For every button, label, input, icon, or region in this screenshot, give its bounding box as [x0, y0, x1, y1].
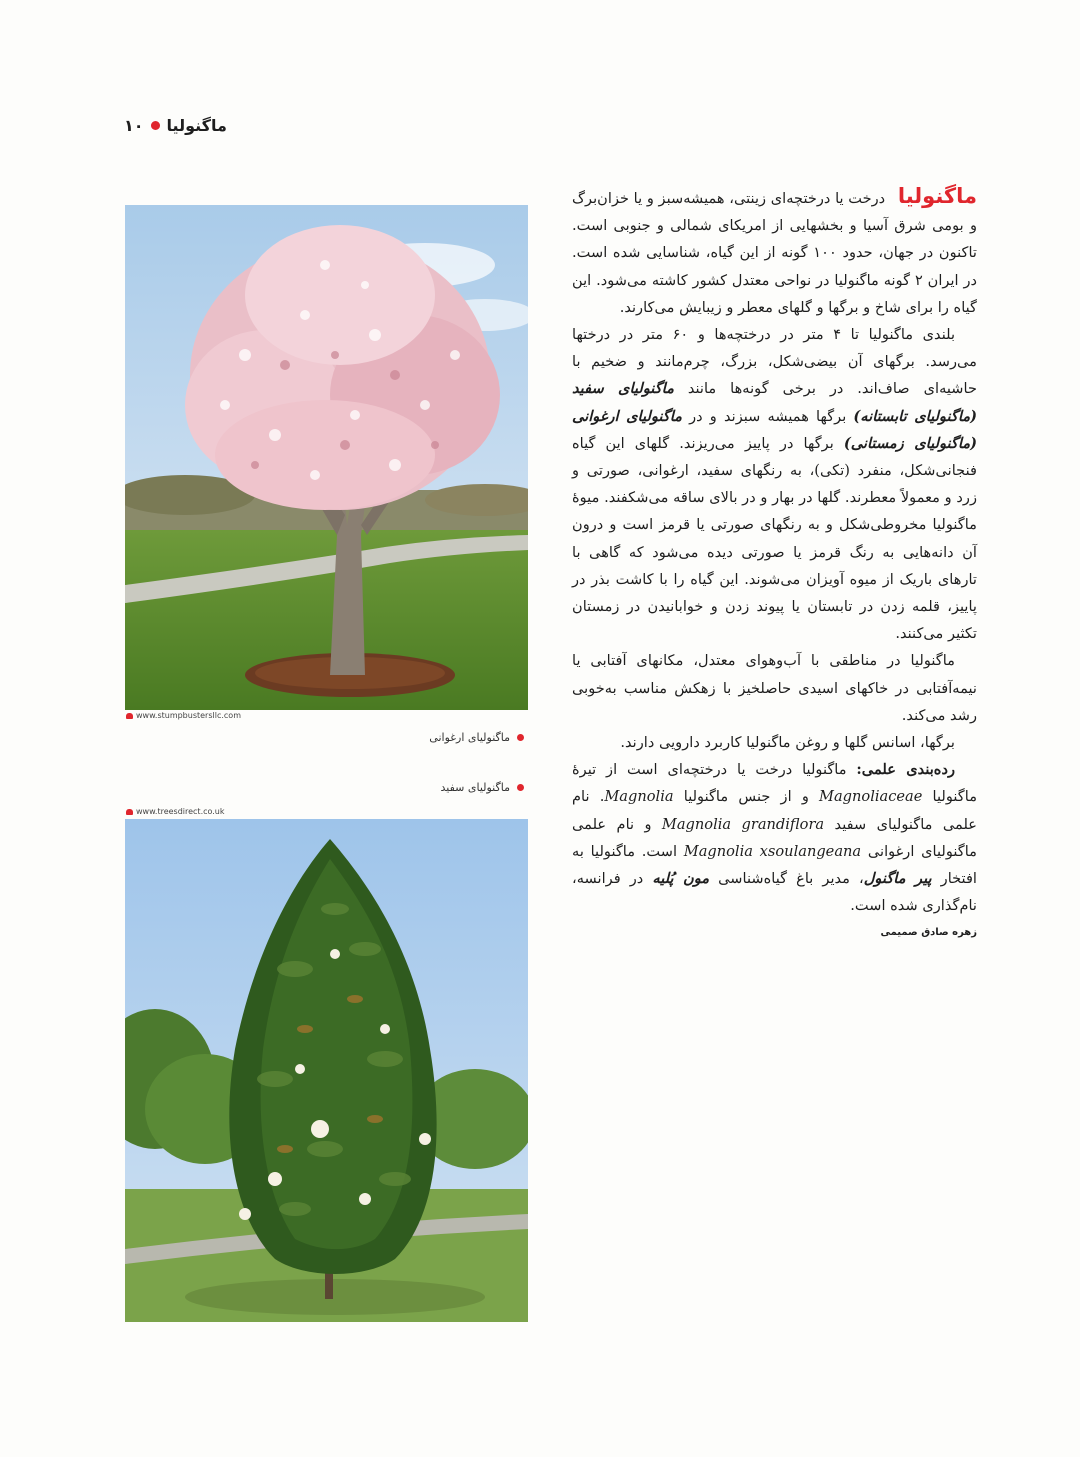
article-author: زهره صادق صمیمی [880, 927, 977, 939]
caption-dot-icon [517, 734, 524, 741]
article-classification [572, 756, 977, 919]
keyword-pierre-magnol: پیر ماگنول [863, 870, 932, 888]
intro-text: درخت یا درختچه‌ای زینتی، همیشه‌سبز و یا خزان‌برگ و بومی شرق آسیا و بخشهایی از امریکای شمالی و جنوبی است. تاکنون در جهان، حدود ۱۰۰ گونه از این گیاه، شناسایی شده است. در ایران ۲ گونه ماگنولیا در نواحی معتدل کشور کاشته می‌شود. این گیاه را برای شاخ و برگها و گلهای معطر و زیبایش می‌کارند. [572, 190, 977, 316]
southern-magnolia-illustration [125, 819, 528, 1322]
photo-saucer-magnolia [125, 205, 528, 710]
sci-name-family: Magnoliaceae [819, 788, 923, 806]
keyword-montpellier: مون پُلیه [652, 870, 710, 888]
article-uses: برگها، اسانس گلها و روغن ماگنولیا کاربرد دارویی دارند. [620, 734, 955, 752]
keyword-winter-magnolia: (ماگنولیای زمستانی) [843, 434, 977, 452]
saucer-magnolia-illustration [125, 205, 528, 710]
article-body [572, 183, 977, 947]
keyword-white-magnolia: ماگنولیای سفید [572, 380, 674, 398]
credit-icon [126, 809, 133, 815]
keyword-summer-magnolia: (ماگنولیای تابستانه) [853, 407, 977, 425]
header-dot-icon [151, 121, 160, 130]
desc-part-a: بلندی ماگنولیا تا ۴ متر در درختچه‌ها و ۶۰ متر در درختها می‌رسد. برگهای آن بیضی‌شکل، بزرگ، چرم‌مانند و ضخیم با حاشیه‌ای صاف‌اند. در برخی گونه‌ها مانند [572, 326, 977, 398]
sci-name-purple: Magnolia xsoulangeana [683, 842, 862, 860]
page-header [124, 116, 227, 135]
caption-bottom-text: ماگنولیای سفید [440, 781, 510, 794]
credit-icon [126, 713, 133, 719]
page-title: ماگنولیا [166, 116, 227, 135]
sci-name-white: Magnolia grandiflora [661, 815, 825, 833]
caption-dot-icon [517, 784, 524, 791]
sci-name-genus: Magnolia [604, 788, 674, 806]
article-description [572, 321, 977, 647]
class-part-e: است. ماگنولیا به افتخار [572, 842, 977, 888]
photo-credit-bottom [126, 807, 225, 816]
keyword-purple-magnolia: ماگنولیای ارغوانی [572, 407, 682, 425]
photo-credit-top-text: www.stumpbustersllc.com [136, 711, 241, 720]
class-part-b: و از جنس ماگنولیا [673, 788, 820, 806]
photo-southern-magnolia [125, 819, 528, 1322]
caption-bottom [441, 781, 525, 794]
caption-top-text: ماگنولیای ارغوانی [429, 731, 510, 744]
article-title: ماگنولیا [897, 184, 977, 208]
article-intro [572, 183, 977, 321]
page-number: ۱۰ [124, 116, 144, 135]
photo-credit-bottom-text: www.treesdirect.co.uk [136, 807, 225, 816]
article-habitat: ماگنولیا در مناطقی با آب‌وهوای معتدل، مکانهای آفتابی یا نیمه‌آفتابی در خاکهای اسیدی حاصلخیز با زهکش مناسب به‌خوبی رشد می‌کند. [572, 652, 977, 724]
desc-part-e: برگها در پاییز می‌ریزند. گلهای این گیاه فنجانی‌شکل، منفرد (تکی)، به رنگهای سفید، ارغوانی، صورتی و زرد و معمولاً معطرند. گلها در بهار و در بالای ساقه می‌شکفند. میوهٔ ماگنولیا مخروطی‌شکل و به رنگهای صورتی یا قرمز است و درون آن دانه‌هایی به رنگ قرمز یا صورتی دیده می‌شود که گاهی با تارهای باریک از میوه آویزان می‌شوند. این گیاه را با کاشت بذر در پاییز، قلمه زدن در تابستان یا پیوند زدن و خوابانیدن در زمستان تکثیر می‌کنند. [572, 434, 977, 643]
photo-credit-top [126, 711, 241, 720]
class-part-f: ، مدیر باغ گیاه‌شناسی [709, 870, 864, 888]
class-part-a: ماگنولیا درخت یا درختچه‌ای است از تیرهٔ ماگنولیا [572, 761, 978, 806]
class-part-g: در فرانسه، نام‌گذاری شده است. [572, 870, 977, 915]
desc-part-c: برگها همیشه سبزند و در [682, 407, 854, 425]
classification-label: رده‌بندی علمی: [856, 761, 955, 779]
caption-top [429, 731, 524, 744]
class-part-c: . نام علمی ماگنولیای سفید [572, 788, 977, 833]
class-part-d: و نام علمی ماگنولیای ارغوانی [572, 815, 977, 860]
